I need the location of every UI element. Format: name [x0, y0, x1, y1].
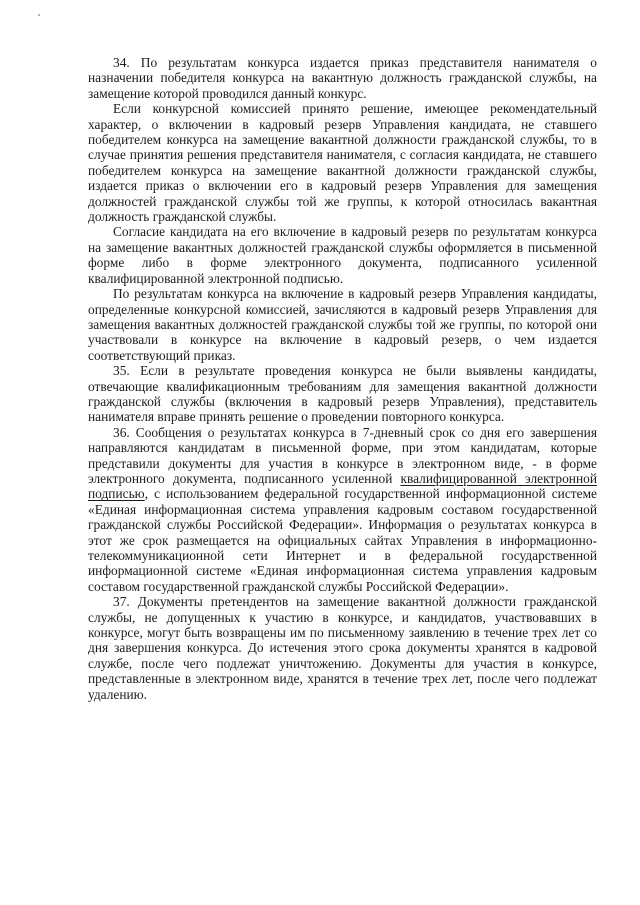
paragraph-34: 34. По результатам конкурса издается приказ представителя нанимателя о назначении победителя конкурса на вакантную должность гражданской службы, на замещение которой проводился данный конкурс. — [88, 55, 597, 101]
document-body — [88, 55, 597, 702]
paragraph-36 — [88, 425, 597, 594]
paragraph-36-part-2: , с использованием федеральной государственной информационной системе «Единая информационная система управления кадровым составом государственной гражданской службы Российской Федерации». Информация о результатах конкурса в этот же срок размещается на официальных сайтах Управления в информационно-телекоммуникационной сети Интернет и в федеральной государственной информационной системе «Единая информационная система управления кадровым составом государственной гражданской службы Российской Федерации». — [88, 486, 597, 594]
paragraph-36-underlined-signature: квалифицированной электронной подписью — [88, 470, 597, 502]
scan-artifact-dot — [38, 14, 40, 16]
paragraph-34-consent: Согласие кандидата на его включение в кадровый резерв по результатам конкурса на замещение вакантных должностей гражданской службы оформляется в письменной форме либо в форме электронного документа, подписанного усиленной квалифицированной электронной подписью. — [88, 224, 597, 286]
paragraph-34-reserve-results: По результатам конкурса на включение в кадровый резерв Управления кандидаты, определенные конкурсной комиссией, зачисляются в кадровый резерв Управления для замещения вакантных должностей гражданской службы той же группы, по которой они участвовали в конкурсе на включение в кадровый резерв, о чем издается соответствующий приказ. — [88, 286, 597, 363]
paragraph-37: 37. Документы претендентов на замещение вакантной должности гражданской службы, не допущенных к участию в конкурсе, и кандидатов, участвовавших в конкурсе, могут быть возвращены им по письменному заявлению в течение трех лет со дня завершения конкурса. До истечения этого срока документы хранятся в кадровой службе, после чего подлежат уничтожению. Документы для участия в конкурсе, представленные в электронном виде, хранятся в течение трех лет, после чего подлежат удалению. — [88, 594, 597, 702]
paragraph-34-reserve-decision: Если конкурсной комиссией принято решение, имеющее рекомендательный характер, о включении в кадровый резерв Управления кандидата, не ставшего победителем конкурса на замещение вакантной должности гражданской службы, то в случае принятия решения представителя нанимателя, с согласия кандидата, не ставшего победителем конкурса на замещение вакантной должности гражданской службы, издается приказ о включении его в кадровый резерв Управления для замещения должностей гражданской службы той же группы, к которой относилась вакантная должность гражданской службы. — [88, 101, 597, 225]
paragraph-36-part-1: 36. Сообщения о результатах конкурса в 7-дневный срок со дня его завершения направляются кандидатам в письменной форме, при этом кандидатам, которые представили документы для участия в конкурсе в электронном виде, - в форме электронного документа, подписанного усиленной — [88, 424, 597, 486]
paragraph-35: 35. Если в результате проведения конкурса не были выявлены кандидаты, отвечающие квалификационным требованиям для замещения вакантной должности гражданской службы (включения в кадровый резерв Управления), представитель нанимателя вправе принять решение о проведении повторного конкурса. — [88, 363, 597, 425]
